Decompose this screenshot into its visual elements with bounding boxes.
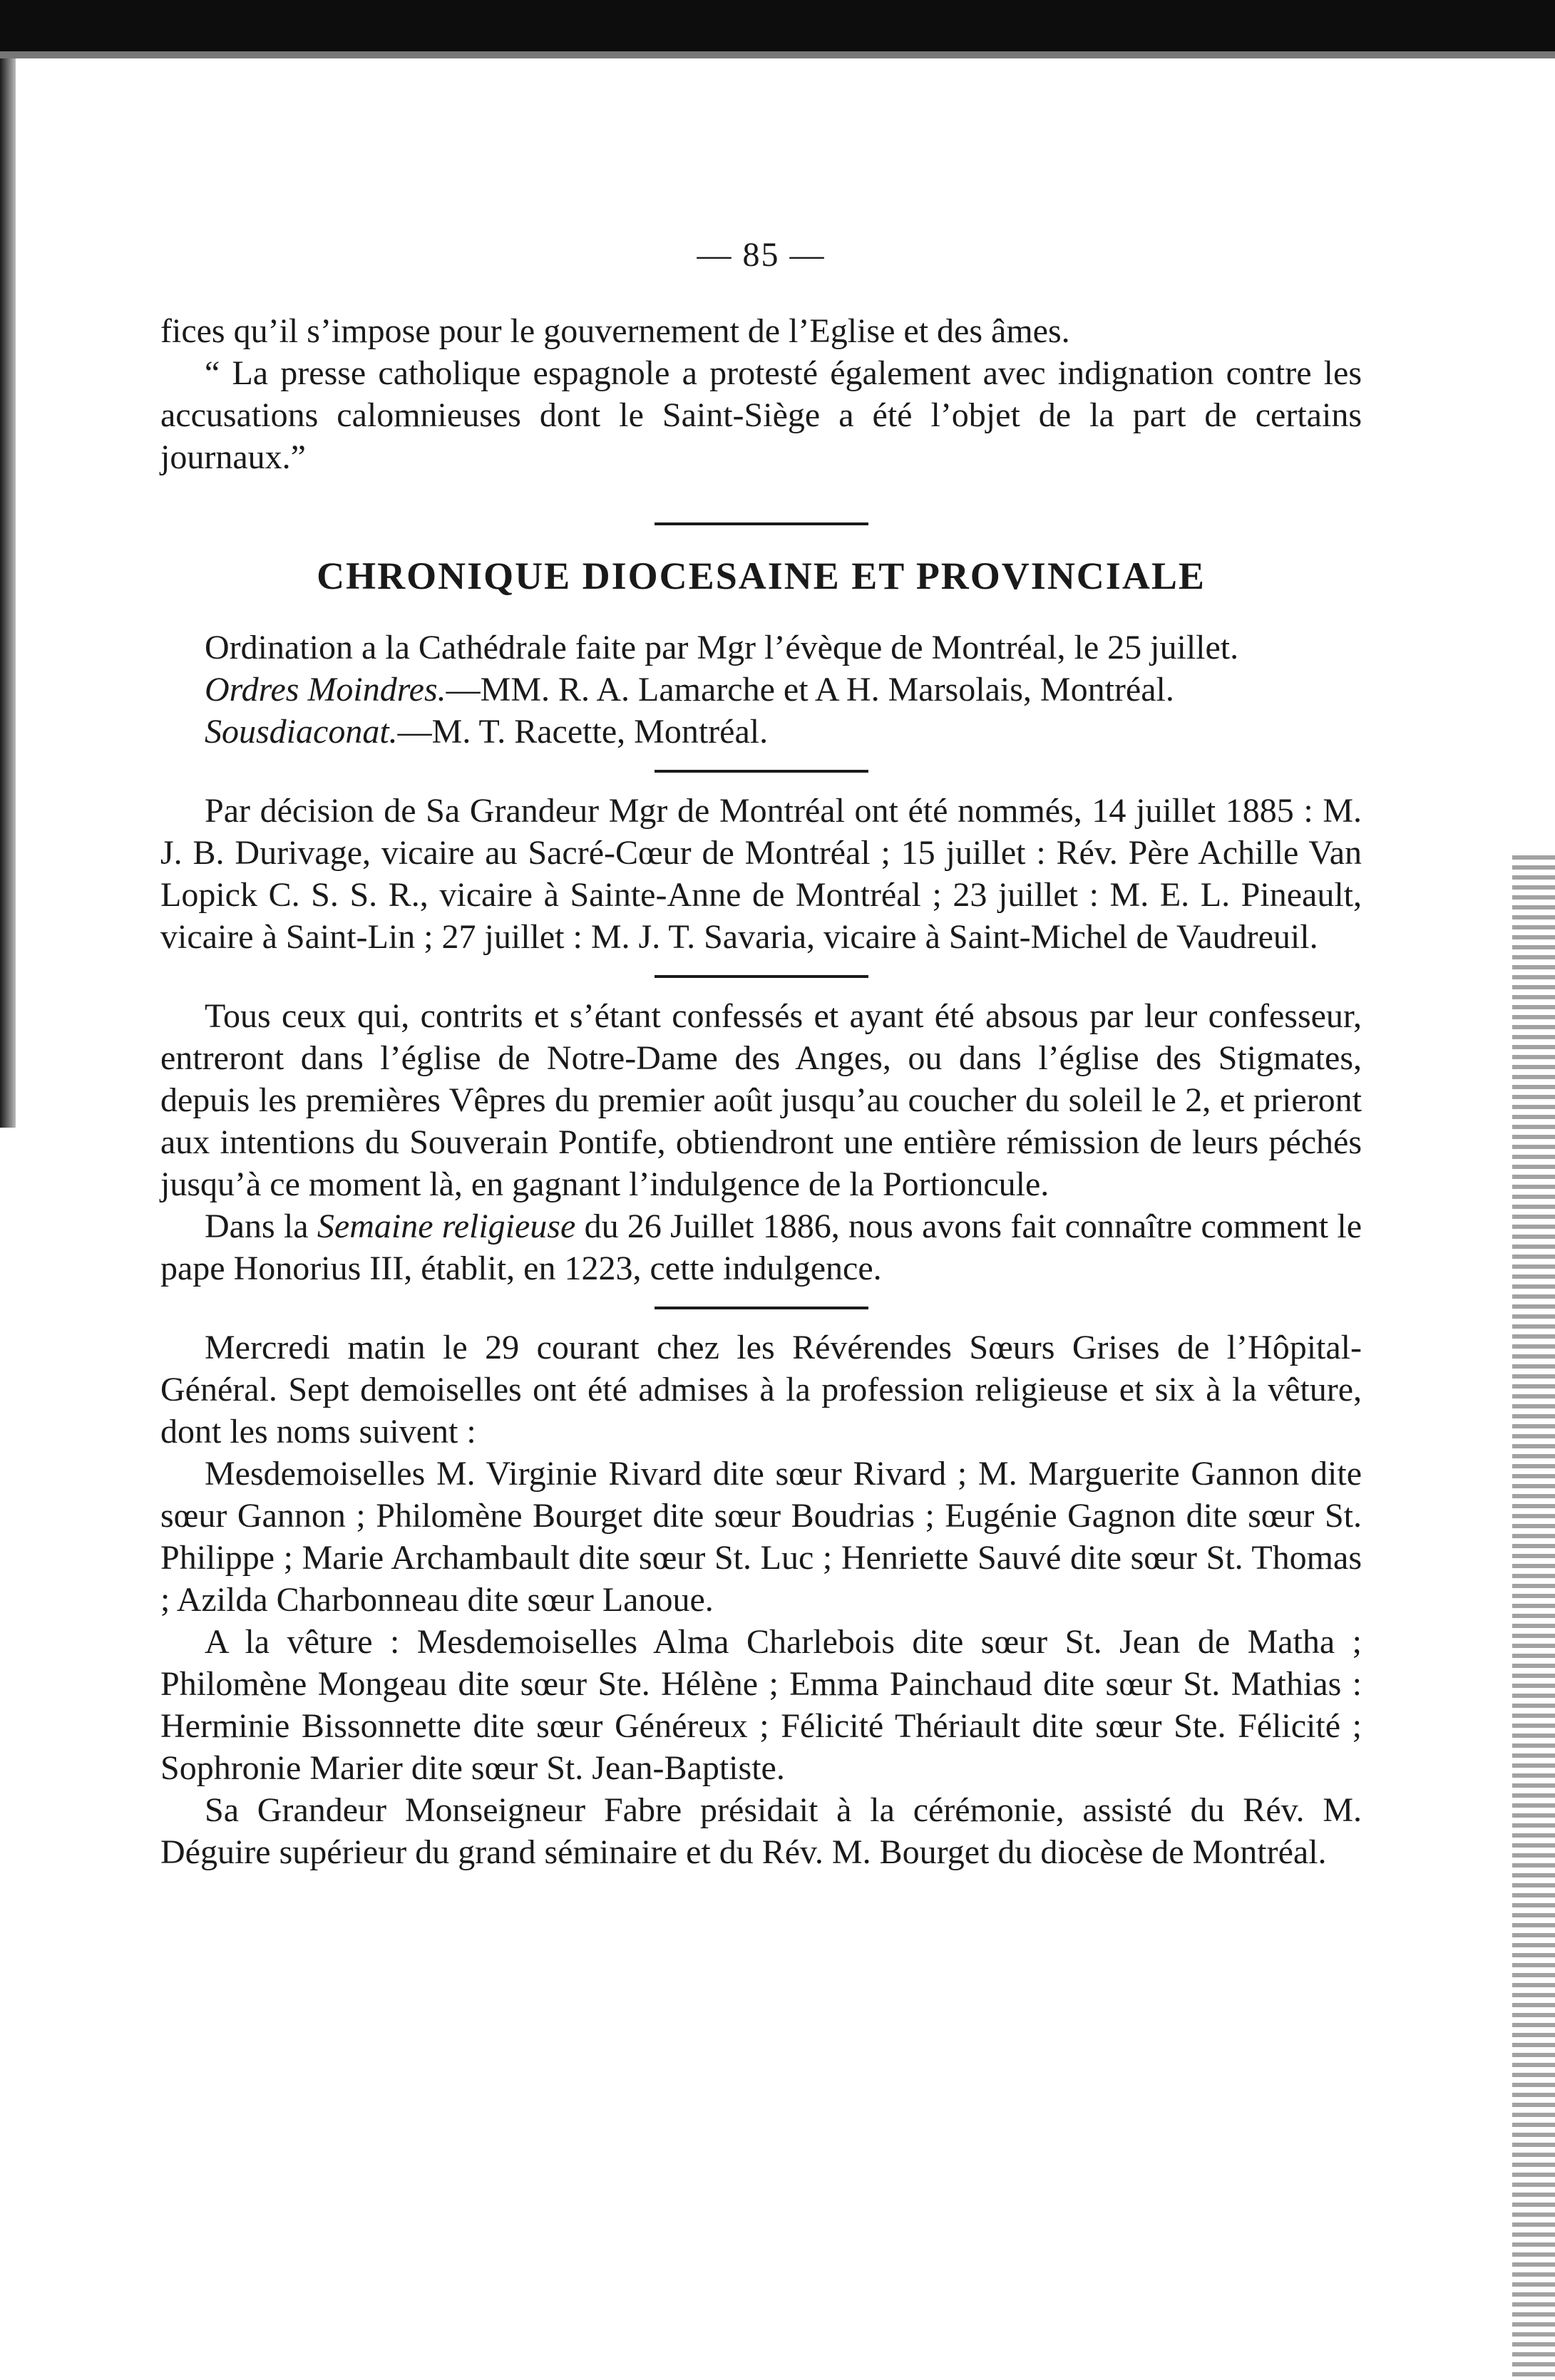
- indulgence-paragraph: Tous ceux qui, contrits et s’étant confessés et ayant été absous par leur confesseur, entreront dans l’église de Notre-Dame des Anges, ou dans l’église des Stigmates, depuis les premières Vêpres du premier août jusqu’au coucher du soleil le 2, et prieront aux intentions du Souverain Pontife, obtiendront une entière rémission de leurs péchés jusqu’à ce moment là, en gagnant l’indulgence de la Portioncule.: [160, 997, 1362, 1203]
- profession-paragraph-4: Sa Grandeur Monseigneur Fabre présidait à la cérémonie, assisté du Rév. M. Déguire supérieur du grand séminaire et du Rév. M. Bourget du diocèse de Montréal.: [160, 1791, 1362, 1871]
- scan-top-shadow: [0, 51, 1555, 58]
- ordination-sub: [160, 711, 1362, 753]
- ordination-sub-label: Sousdiaconat.: [205, 713, 398, 751]
- scan-left-edge: [0, 58, 16, 1128]
- page-number: — 85 —: [697, 236, 826, 274]
- ordination-minor-label: Ordres Moindres.: [205, 671, 446, 709]
- profession-paragraph-2: Mesdemoiselles M. Virginie Rivard dite sœur Rivard ; M. Marguerite Gannon dite sœur Gannon ; Philomène Bourget dite sœur Boudrias ; Eugénie Gagnon dite sœur St. Philippe ; Marie Archambault dite sœur St. Luc ; Henriette Sauvé dite sœur St. Thomas ; Azilda Charbonneau dite sœur Lanoue.: [160, 1455, 1362, 1619]
- ordination-sub-text: —M. T. Racette, Montréal.: [397, 713, 769, 751]
- ordination-intro: Ordination a la Cathédrale faite par Mgr l’évèque de Montréal, le 25 juillet.: [205, 629, 1239, 666]
- section-title: CHRONIQUE DIOCESAINE ET PROVINCIALE: [317, 555, 1206, 597]
- semaine-after: du 26 Juillet 1886, nous avons fait connaître comment le pape Honorius III, établit, en 1223, cette indulgence.: [160, 1207, 1362, 1287]
- scan-right-edge: [1512, 855, 1555, 2380]
- ordination-minor-text: —MM. R. A. Lamarche et A H. Marsolais, Montréal.: [446, 671, 1174, 709]
- semaine-before: Dans la: [205, 1207, 317, 1245]
- scan-top-border: [0, 0, 1555, 51]
- intro-paragraph-2: “ La presse catholique espagnole a protesté également avec indignation contre les accusations calomnieuses dont le Saint-Siège a été l’objet de la part de certains journaux.”: [160, 354, 1362, 476]
- semaine-paragraph: [160, 1205, 1362, 1289]
- semaine-title: Semaine religieuse: [317, 1207, 576, 1245]
- profession-paragraph-1: Mercredi matin le 29 courant chez les Révérendes Sœurs Grises de l’Hôpital-Général. Sept demoiselles ont été admises à la profession religieuse et six à la vêture, dont les noms suivent :: [160, 1329, 1362, 1451]
- intro-paragraph-1: fices qu’il s’impose pour le gouvernement de l’Eglise et des âmes.: [160, 312, 1070, 350]
- document-page: [160, 235, 1362, 1873]
- profession-paragraph-3: A la vêture : Mesdemoiselles Alma Charlebois dite sœur St. Jean de Matha ; Philomène Mongeau dite sœur Ste. Hélène ; Emma Painchaud dite sœur St. Mathias : Herminie Bissonnette dite sœur Généreux ; Félicité Thériault dite sœur Ste. Félicité ; Sophronie Marier dite sœur St. Jean-Baptiste.: [160, 1623, 1362, 1787]
- nominations-paragraph: Par décision de Sa Grandeur Mgr de Montréal ont été nommés, 14 juillet 1885 : M. J. B. Durivage, vicaire au Sacré-Cœur de Montréal ; 15 juillet : Rév. Père Achille Van Lopick C. S. S. R., vicaire à Sainte-Anne de Montréal ; 23 juillet : M. E. L. Pineault, vicaire à Saint-Lin ; 27 juillet : M. J. T. Savaria, vicaire à Saint-Michel de Vaudreuil.: [160, 792, 1362, 956]
- ordination-minor: [160, 669, 1362, 711]
